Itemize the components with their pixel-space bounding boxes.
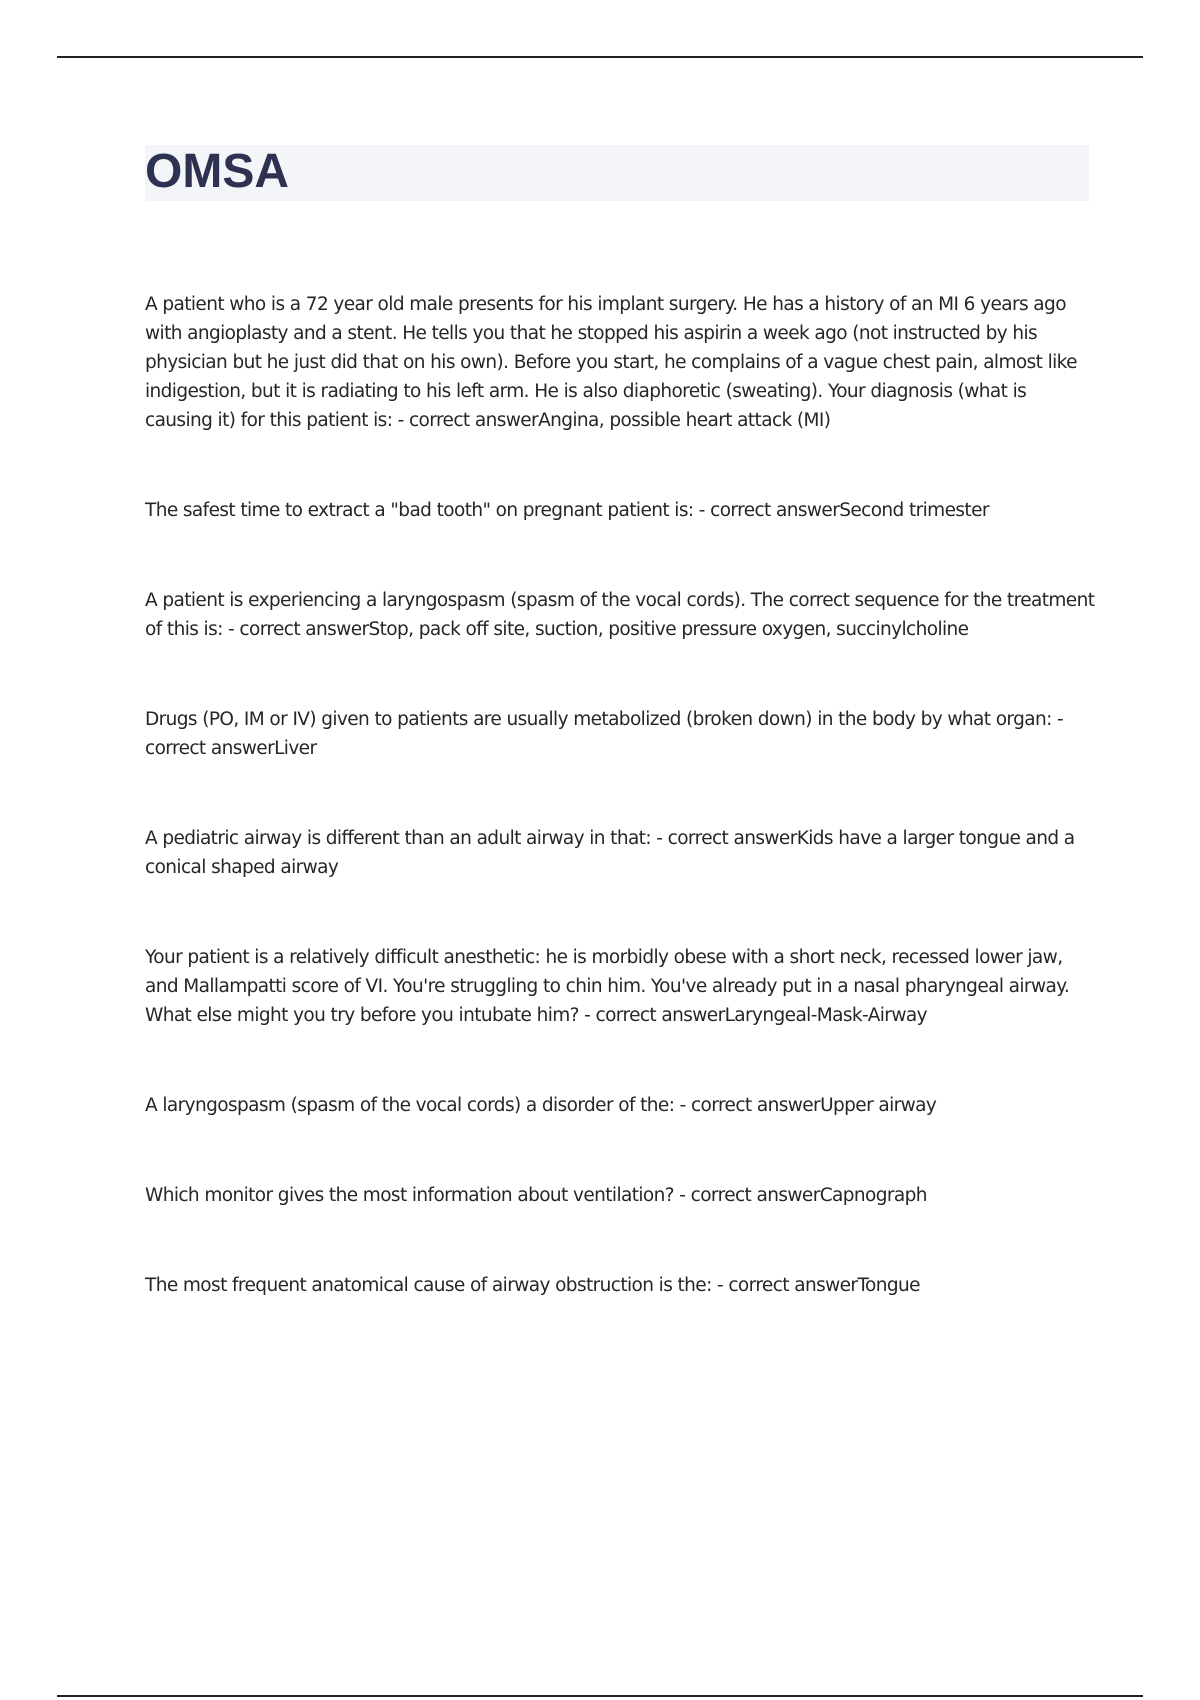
- footer-rule: [57, 1695, 1143, 1697]
- question-text: Your patient is a relatively difficult anesthetic: he is morbidly obese with a short neck, recessed lower jaw, and Mallampatti score of VI. You're struggling to chin him. You've already put in a nasal pharyngeal airway. What else might you try before you intubate him?: [145, 947, 1070, 1026]
- question-text: Which monitor gives the most information about ventilation?: [145, 1185, 674, 1206]
- answer-separator: - correct answer: [693, 500, 840, 521]
- answer-separator: - correct answer: [145, 709, 1064, 759]
- document-title: OMSA: [145, 145, 289, 198]
- answer-text: Tongue: [857, 1275, 920, 1296]
- qa-item: [145, 824, 1095, 882]
- answer-separator: - correct answer: [673, 1185, 820, 1206]
- answer-separator: - correct answer: [711, 1275, 858, 1296]
- answer-text: Kids have a larger tongue and a conical shaped airway: [145, 828, 1075, 878]
- qa-list: [145, 290, 1095, 1300]
- header-rule: [57, 56, 1143, 58]
- qa-item: [145, 586, 1095, 644]
- answer-text: Upper airway: [820, 1095, 937, 1116]
- answer-text: Stop, pack off site, suction, positive pressure oxygen, succinylcholine: [368, 619, 969, 640]
- answer-separator: - correct answer: [650, 828, 797, 849]
- answer-separator: - correct answer: [392, 410, 539, 431]
- question-text: A laryngospasm (spasm of the vocal cords) a disorder of the:: [145, 1095, 675, 1116]
- question-text: Drugs (PO, IM or IV) given to patients are usually metabolized (broken down) in the body by what organ:: [145, 709, 1052, 730]
- qa-item: [145, 496, 1095, 525]
- answer-text: Capnograph: [819, 1185, 927, 1206]
- answer-text: Laryngeal-Mask-Airway: [724, 1005, 927, 1026]
- answer-separator: - correct answer: [674, 1095, 821, 1116]
- qa-item: [145, 290, 1095, 435]
- question-text: The most frequent anatomical cause of airway obstruction is the:: [145, 1275, 712, 1296]
- qa-item: [145, 1181, 1095, 1210]
- answer-text: Angina, possible heart attack (MI): [538, 410, 831, 431]
- qa-item: [145, 1271, 1095, 1300]
- question-text: A pediatric airway is different than an adult airway in that:: [145, 828, 651, 849]
- qa-item: [145, 1091, 1095, 1120]
- question-text: The safest time to extract a "bad tooth" on pregnant patient is:: [145, 500, 694, 521]
- question-text: A patient is experiencing a laryngospasm (spasm of the vocal cords). The correct sequence for the treatment of this is:: [145, 590, 1095, 640]
- answer-text: Second trimester: [839, 500, 989, 521]
- answer-separator: - correct answer: [222, 619, 369, 640]
- question-text: A patient who is a 72 year old male presents for his implant surgery. He has a history of an MI 6 years ago with angioplasty and a stent. He tells you that he stopped his aspirin a week ago (not instructed by his physician but he just did that on his own). Before you start, he complains of a vague chest pain, almost like indigestion, but it is radiating to his left arm. He is also diaphoretic (sweating). Your diagnosis (what is causing it) for this patient is:: [145, 294, 1077, 431]
- qa-item: [145, 705, 1095, 763]
- qa-item: [145, 943, 1095, 1030]
- answer-text: Liver: [274, 738, 317, 759]
- answer-separator: - correct answer: [578, 1005, 725, 1026]
